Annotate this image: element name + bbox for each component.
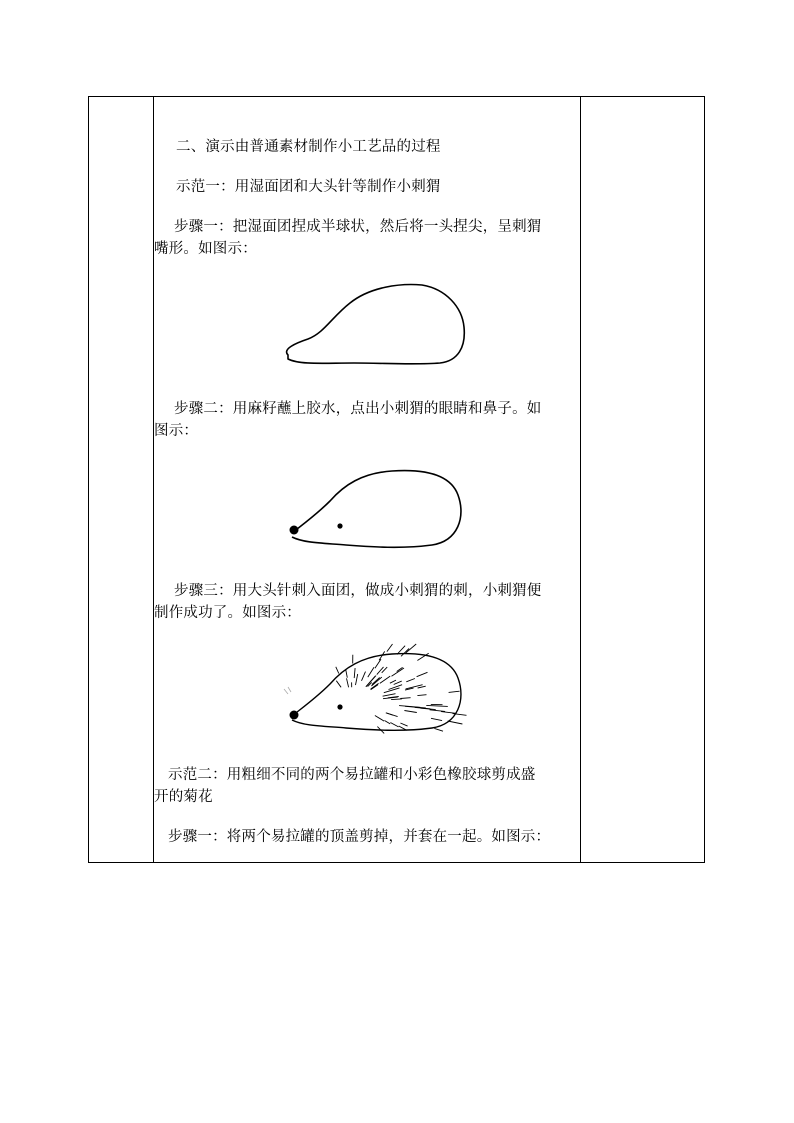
demo-two-title-line-2: 开的菊花 [154,789,213,805]
hedgehog-face-figure [282,459,472,554]
demo-one-step-three-line-2: 制作成功了。如图示： [154,605,301,621]
nose-dot [290,526,299,535]
spine-stroke [375,659,381,668]
spine-stroke [387,713,398,717]
spine-stroke [431,718,442,720]
demo-one-title: 示范一：用湿面团和大头针等制作小刺猬 [176,179,441,195]
demo-two-step-one: 步骤一：将两个易拉罐的顶盖剪掉，并套在一起。如图示： [168,829,551,845]
spine-stroke [366,676,376,687]
spine-stroke [449,691,460,692]
spine-stroke [417,695,426,696]
demo-one-step-one-line-2: 嘴形。如图示： [154,241,257,257]
spine-stroke [404,711,416,713]
section-heading: 二、演示由普通素材制作小工艺品的过程 [176,139,441,155]
eye-dot [337,523,342,528]
demo-one-step-two-line-1: 步骤二：用麻籽蘸上胶水，点出小刺猬的眼睛和鼻子。如 [174,401,542,417]
body-hatching [284,687,291,694]
spine-stroke [434,728,443,731]
demo-one-step-two-line-2: 图示： [154,423,199,439]
lesson-table [88,96,705,863]
spine-stroke [362,672,366,681]
spine-stroke [390,723,398,727]
spine-stroke [354,668,355,678]
spine-stroke [400,698,410,699]
spine-stroke [394,681,402,684]
spine-stroke [392,668,405,676]
eye-dot [337,704,342,709]
demo-one-step-three-line-1: 步骤三：用大头针刺入面团，做成小刺猬的刺，小刺猬便 [174,583,542,599]
spine-stroke [375,716,384,722]
demo-one-step-one-line-1: 步骤一：把湿面团捏成半球状，然后将一头捏尖，呈刺猬 [174,219,542,235]
spine-stroke [426,705,448,706]
spine-stroke [377,667,384,675]
spine-stroke [401,649,409,657]
spine-stroke [356,674,358,685]
spine-stroke [406,644,416,653]
table-content-cell [154,97,580,862]
spine-stroke [430,710,446,712]
spine-stroke [390,680,396,683]
table-column-divider-right [580,97,581,862]
spine-stroke [336,667,339,674]
spine-stroke [368,667,374,677]
spine-stroke [406,685,423,689]
demo-two-title-line-1: 示范二：用粗细不同的两个易拉罐和小彩色橡胶球剪成盛 [168,767,536,783]
spine-stroke [448,721,463,724]
dough-shape-figure [274,277,474,372]
spine-stroke [406,679,415,682]
spine-stroke [391,699,402,700]
finished-hedgehog-figure [282,642,482,747]
spine-stroke [385,721,391,724]
nose-dot [290,711,299,720]
spine-stroke [400,723,407,726]
spine-stroke [383,694,396,697]
spines-group [336,644,467,733]
spine-stroke [347,678,349,687]
spine-stroke [387,644,393,652]
spine-stroke [418,686,426,688]
spine-stroke [417,672,428,676]
spine-stroke [336,681,341,688]
spine-stroke [346,669,348,677]
spine-stroke [441,712,456,714]
